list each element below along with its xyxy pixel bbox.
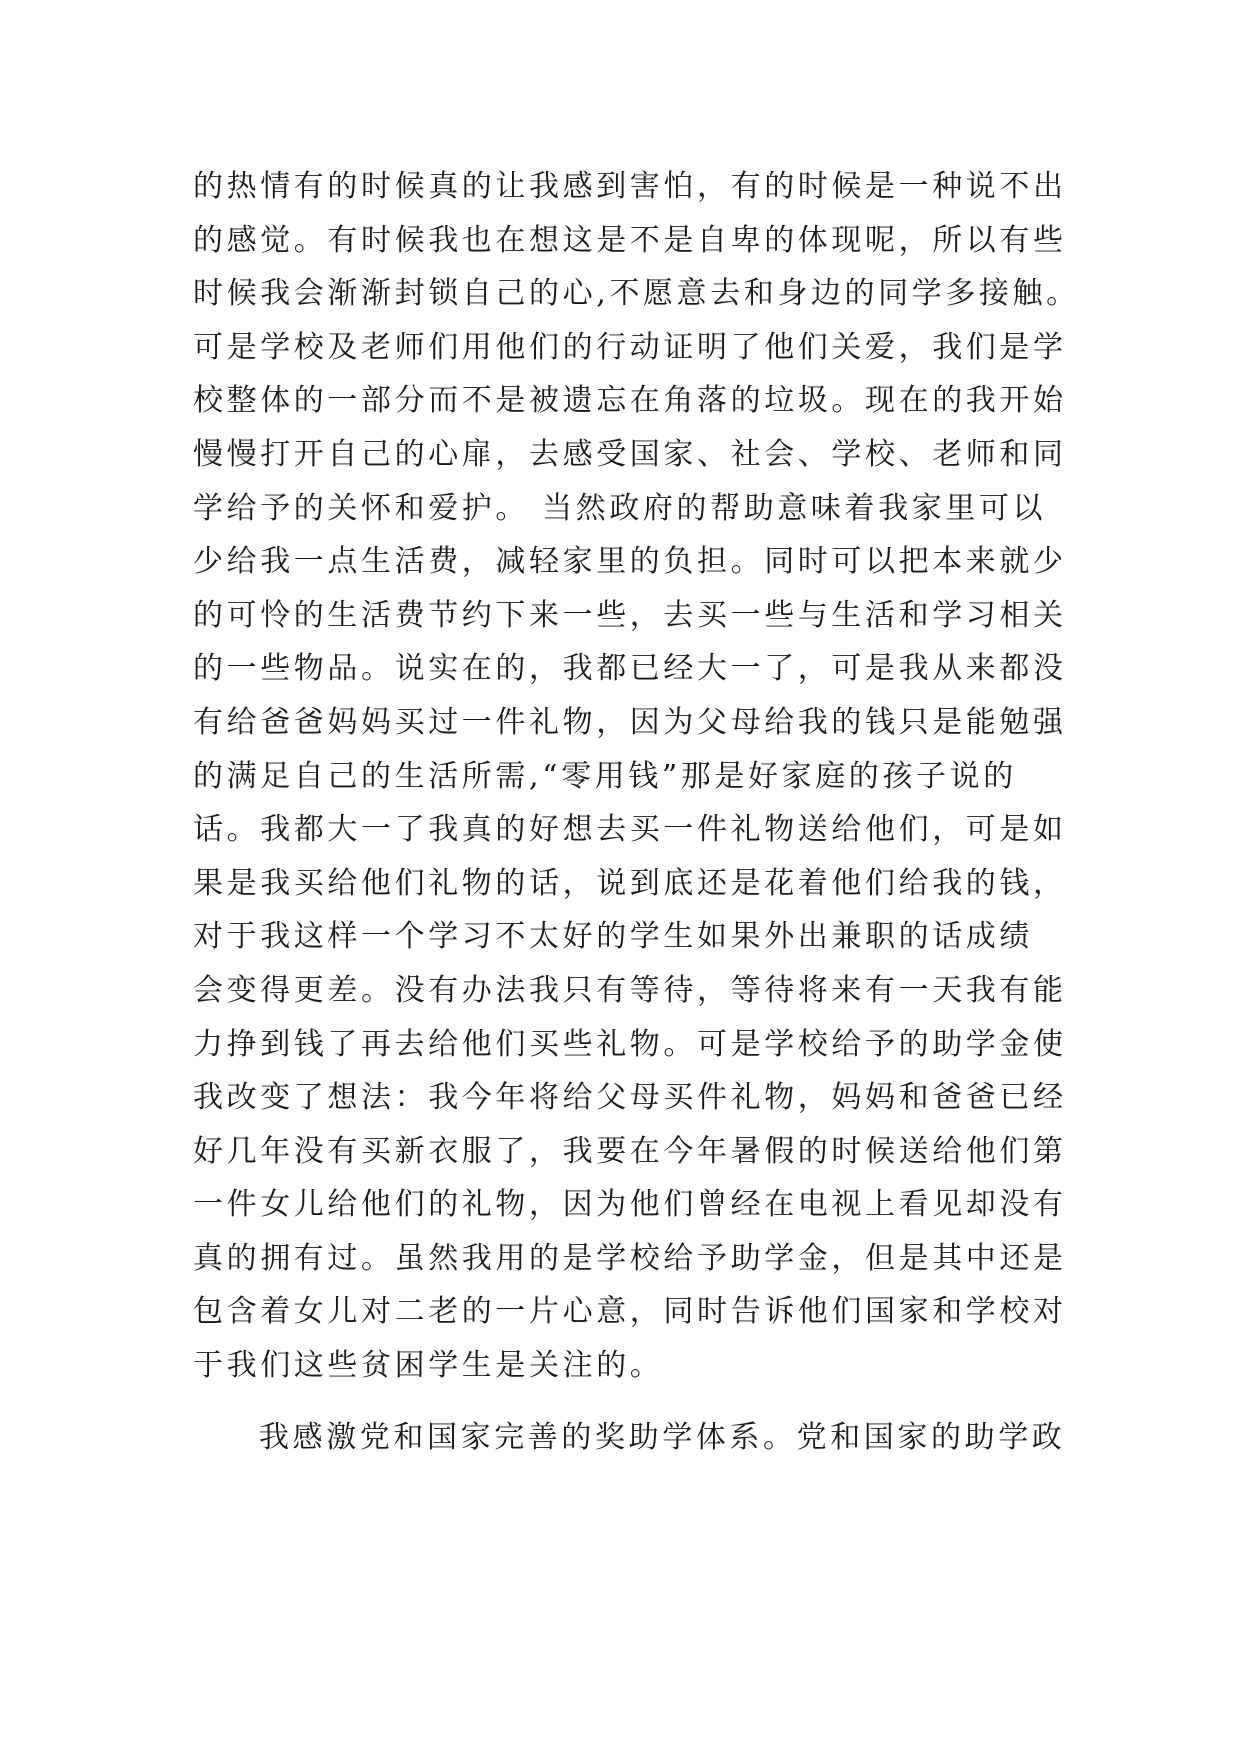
- text-line: 可是学校及老师们用他们的行动证明了他们关爱，我们是学: [193, 329, 1067, 365]
- text-line: 会变得更差。没有办法我只有等待，等待将来有一天我有能: [193, 972, 1067, 1008]
- text-line: 的满足自己的生活所需,“零用钱”那是好家庭的孩子说的: [193, 758, 1017, 794]
- body-text: [193, 160, 1080, 1464]
- text-line: 我感激党和国家完善的奖助学体系。党和国家的助学政: [259, 1419, 1066, 1455]
- text-line: 有给爸爸妈妈买过一件礼物，因为父母给我的钱只是能勉强: [193, 704, 1067, 740]
- text-line: 学给予的关怀和爱护。 当然政府的帮助意味着我家里可以: [193, 490, 1047, 526]
- text-line: 的可怜的生活费节约下来一些，去买一些与生活和学习相关: [193, 597, 1067, 633]
- paragraph: [193, 160, 1080, 1393]
- text-line: 校整体的一部分而不是被遗忘在角落的垃圾。现在的我开始: [193, 383, 1067, 419]
- text-line: 的一些物品。说实在的，我都已经大一了，可是我从来都没: [193, 651, 1067, 687]
- text-line: 果是我买给他们礼物的话，说到底还是花着他们给我的钱，: [193, 865, 1067, 901]
- text-line: 慢慢打开自己的心扉，去感受国家、社会、学校、老师和同: [193, 436, 1067, 472]
- text-line: 话。我都大一了我真的好想去买一件礼物送给他们，可是如: [193, 812, 1067, 848]
- text-line: 的感觉。有时候我也在想这是不是自卑的体现呢，所以有些: [193, 222, 1067, 258]
- text-line: 的热情有的时候真的让我感到害怕，有的时候是一种说不出: [193, 169, 1067, 204]
- text-line: 包含着女儿对二老的一片心意，同时告诉他们国家和学校对: [193, 1294, 1067, 1330]
- text-line: 少给我一点生活费，减轻家里的负担。同时可以把本来就少: [193, 544, 1067, 580]
- paragraph: [193, 1411, 1066, 1465]
- text-line: 时候我会渐渐封锁自己的心,不愿意去和身边的同学多接触。: [193, 276, 1080, 312]
- text-line: 力挣到钱了再去给他们买些礼物。可是学校给予的助学金使: [193, 1026, 1067, 1062]
- text-line: 我改变了想法：我今年将给父母买件礼物，妈妈和爸爸已经: [193, 1080, 1067, 1116]
- text-line: 对于我这样一个学习不太好的学生如果外出兼职的话成绩: [193, 919, 1033, 955]
- text-line: 好几年没有买新衣服了，我要在今年暑假的时候送给他们第: [193, 1133, 1067, 1169]
- text-line: 于我们这些贫困学生是关注的。: [193, 1348, 664, 1384]
- text-line: 一件女儿给他们的礼物，因为他们曾经在电视上看见却没有: [193, 1187, 1067, 1223]
- text-line: 真的拥有过。虽然我用的是学校给予助学金，但是其中还是: [193, 1240, 1067, 1276]
- paragraph-spacing: [193, 1393, 1063, 1411]
